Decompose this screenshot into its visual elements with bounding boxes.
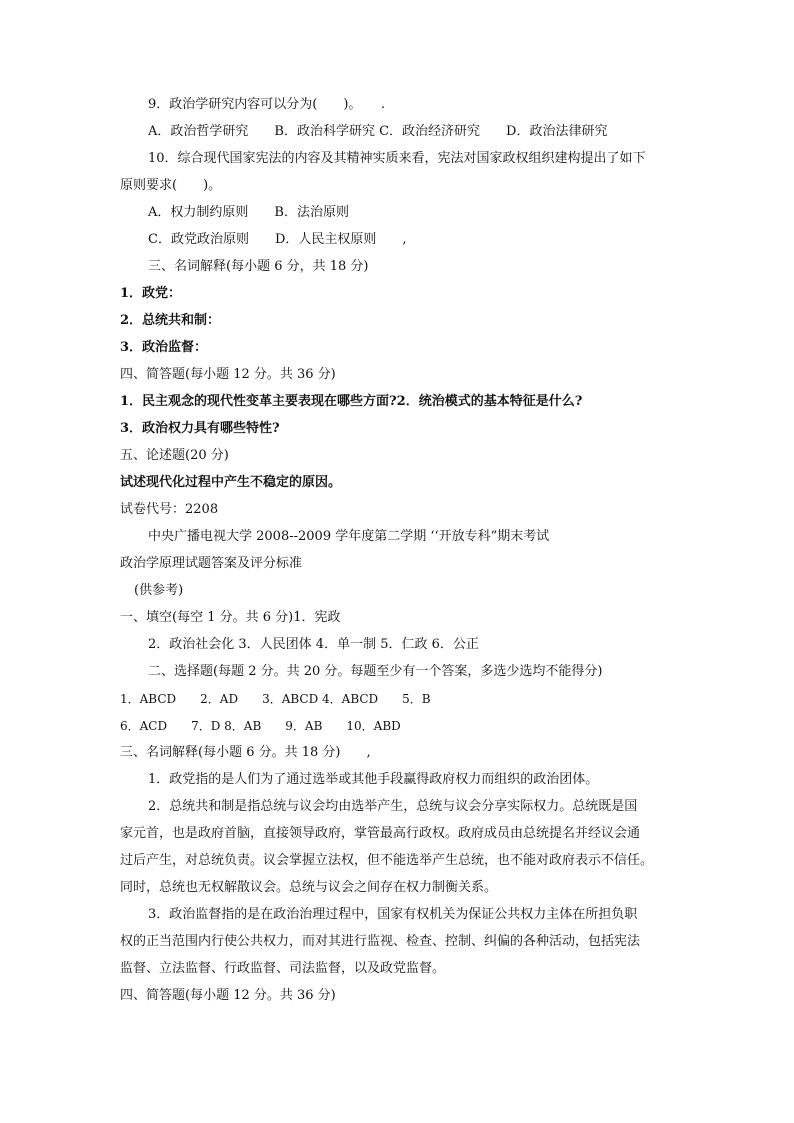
section-3-heading: 三、名词解释(每小题 6 分，共 18 分) — [148, 259, 369, 274]
exam-code: 试卷代号：2208 — [120, 502, 219, 517]
reference-note: (供参考) — [134, 583, 184, 598]
essay-question: 试述现代化过程中产生不稳定的原因。 — [120, 475, 342, 490]
question-9-options: A．政治哲学研究 B．政治科学研究 C．政治经济研究 D．政治法律研究 — [148, 124, 608, 139]
section-4-heading: 四、简答题(每小题 12 分。共 36 分) — [120, 367, 336, 382]
term-answer-2-line-3: 过后产生，对总统负责。议会掌握立法权，但不能选举产生总统，也不能对政府表示不信任。 — [120, 853, 654, 868]
question-10: 10．综合现代国家宪法的内容及其精神实质来看，宪法对国家政权组织建构提出了如下 — [148, 151, 646, 166]
choice-heading: 二、选择题(每题 2 分。共 20 分。每题至少有一个答案，多选少选均不能得分) — [148, 664, 603, 679]
exam-title: 中央广播电视大学 2008--2009 学年度第二学期 ‘‘开放专科”期末考试 — [148, 529, 550, 544]
question-9: 9．政治学研究内容可以分为( )。 . — [148, 97, 386, 112]
term-2: 2．总统共和制： — [120, 313, 221, 328]
term-1: 1．政党： — [120, 286, 182, 301]
fill-blank-heading: 一、填空(每空 1 分。共 6 分)1．宪政 — [120, 610, 341, 625]
section-5-heading: 五、论述题(20 分) — [120, 448, 229, 463]
term-answer-2-line-2: 家元首，也是政府首脑，直接领导政府，掌管最高行政权。政府成员由总统提名并经议会通 — [120, 826, 641, 841]
short-answer-1-2: 1．民主观念的现代性变革主要表现在哪些方面?2．统治模式的基本特征是什么? — [120, 394, 583, 409]
term-answer-2-line-1: 2．总统共和制是指总统与议会均由选举产生，总统与议会分享实际权力。总统既是国 — [148, 799, 638, 814]
question-10-continued: 原则要求( )。 — [120, 178, 222, 193]
choice-answers-6-10: 6．ACD 7．D 8．AB 9．AB 10．ABD — [120, 719, 401, 733]
term-answer-1: 1．政党指的是人们为了通过选举或其他手段赢得政府权力而组织的政治团体。 — [148, 772, 599, 787]
term-answers-heading: 三、名词解释(每小题 6 分。共 18 分) , — [120, 745, 371, 760]
term-answer-3-line-3: 监督、立法监督、行政监督、司法监督，以及政党监督。 — [120, 961, 446, 976]
term-3: 3．政治监督： — [120, 340, 208, 355]
answer-key-title: 政治学原理试题答案及评分标准 — [120, 556, 303, 571]
term-answer-3-line-2: 权的正当范围内行使公共权力，而对其进行监视、检查、控制、纠偏的各种活动，包括宪法 — [120, 934, 641, 949]
question-10-options-cd: C．政党政治原则 D．人民主权原则 , — [148, 232, 407, 247]
question-10-options-ab: A．权力制约原则 B．法治原则 — [148, 205, 349, 220]
short-answer-3: 3．政治权力具有哪些特性? — [120, 421, 280, 436]
choice-answers-1-5: 1．ABCD 2．AD 3．ABCD 4．ABCD 5．B — [120, 692, 431, 706]
term-answer-3-line-1: 3．政治监督指的是在政治治理过程中，国家有权机关为保证公共权力主体在所担负职 — [148, 907, 638, 922]
fill-blank-answers: 2．政治社会化 3．人民团体 4．单一制 5．仁政 6．公正 — [148, 637, 479, 652]
term-answer-2-line-4: 同时，总统也无权解散议会。总统与议会之间存在权力制衡关系。 — [120, 880, 498, 895]
short-answers-heading: 四、简答题(每小题 12 分。共 36 分) — [120, 988, 336, 1003]
